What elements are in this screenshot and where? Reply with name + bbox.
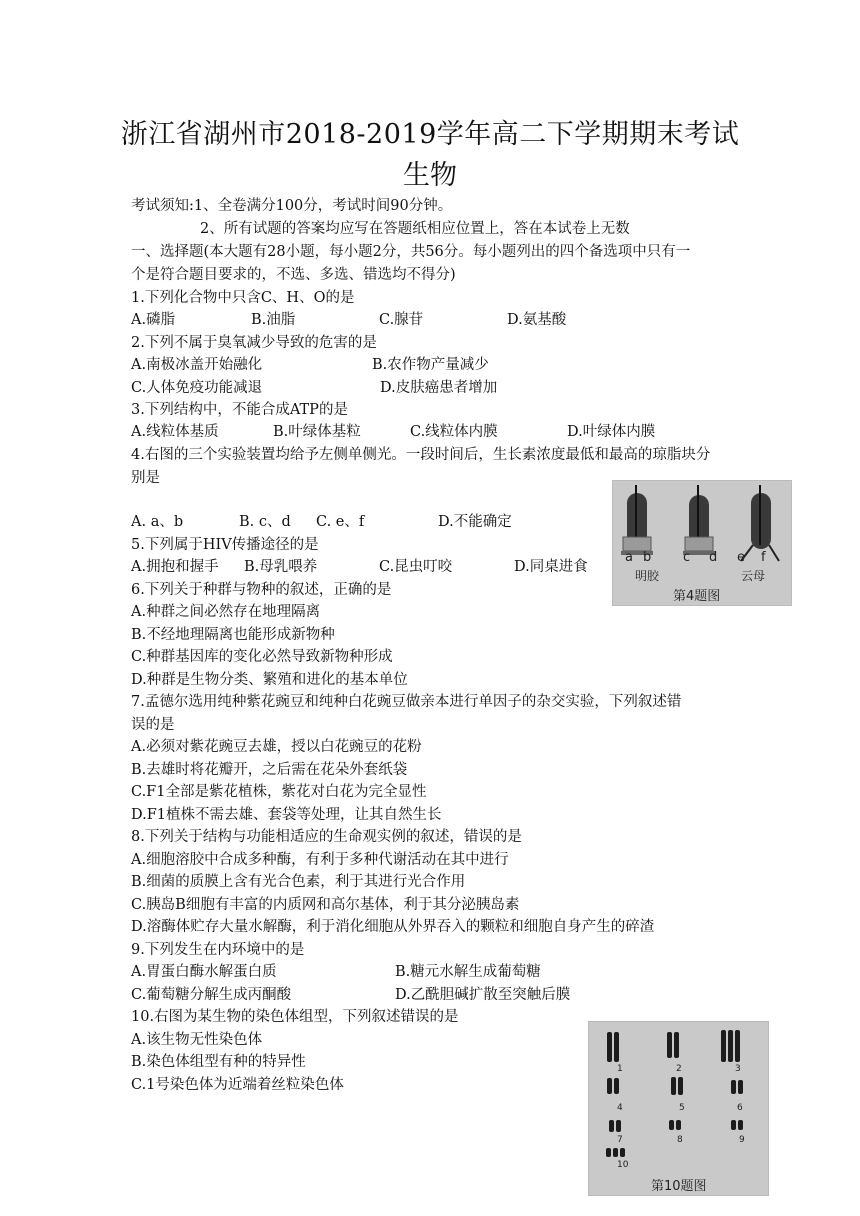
seedling-2 bbox=[683, 485, 715, 555]
q4-option-d: D.不能确定 bbox=[438, 514, 512, 530]
q8-option-a: A.细胞溶胶中合成多种酶，有利于多种代谢活动在其中进行 bbox=[131, 852, 509, 868]
q8-option-d: D.溶酶体贮存大量水解酶，利于消化细胞从外界吞入的颗粒和细胞自身产生的碎渣 bbox=[131, 919, 655, 935]
question-10-stem: 10.右图为某生物的染色体组型，下列叙述错误的是 bbox=[131, 1009, 459, 1025]
q3-option-d: D.叶绿体内膜 bbox=[567, 424, 656, 440]
q3-option-c: C.线粒体内膜 bbox=[410, 424, 498, 440]
seedling-3 bbox=[741, 485, 779, 561]
section-heading: 一、选择题(本大题有28小题，每小题2分，共56分。每小题列出的四个备选项中只有一 bbox=[131, 244, 691, 260]
q7-option-c: C.F1全部是紫花植株，紫花对白花为完全显性 bbox=[131, 784, 427, 800]
q8-option-b: B.细菌的质膜上含有光合色素，利于其进行光合作用 bbox=[131, 874, 466, 890]
chromosome-number-4: 4 bbox=[617, 1103, 623, 1113]
q9-option-c: C.葡萄糖分解生成丙酮酸 bbox=[131, 987, 292, 1003]
question-7-stem-cont: 误的是 bbox=[131, 717, 175, 733]
chromosome-number-1: 1 bbox=[617, 1064, 623, 1074]
figure-4-caption: 第4题图 bbox=[673, 589, 721, 604]
q10-option-a: A.该生物无性染色体 bbox=[131, 1032, 263, 1048]
question-5-stem: 5.下列属于HIV传播途径的是 bbox=[131, 537, 319, 553]
q2-option-d: D.皮肤癌患者增加 bbox=[380, 380, 498, 396]
q2-option-b: B.农作物产量减少 bbox=[372, 357, 489, 373]
q6-option-a: A.种群之间必然存在地理隔离 bbox=[131, 604, 321, 620]
exam-notice-2: 2、所有试题的答案均应写在答题纸相应位置上，答在本试卷上无数 bbox=[200, 221, 630, 237]
q1-option-d: D.氨基酸 bbox=[507, 312, 567, 328]
chromosome-number-7: 7 bbox=[617, 1135, 623, 1145]
q5-option-c: C.昆虫叮咬 bbox=[379, 559, 453, 575]
q7-option-a: A.必须对紫花豌豆去雄，授以白花豌豆的花粉 bbox=[131, 739, 422, 755]
q7-option-d: D.F1植株不需去雄、套袋等处理，让其自然生长 bbox=[131, 807, 442, 823]
label-f: f bbox=[761, 550, 766, 565]
question-1-stem: 1.下列化合物中只含C、H、O的是 bbox=[131, 290, 355, 306]
figure-4 bbox=[612, 480, 792, 606]
q5-option-a: A.拥抱和握手 bbox=[131, 559, 219, 575]
q2-option-a: A.南极冰盖开始融化 bbox=[131, 357, 263, 373]
label-c: c bbox=[683, 550, 691, 565]
q9-option-b: B.糖元水解生成葡萄糖 bbox=[395, 964, 541, 980]
q1-option-a: A.磷脂 bbox=[131, 312, 176, 328]
q10-option-c: C.1号染色体为近端着丝粒染色体 bbox=[131, 1077, 344, 1093]
q8-option-c: C.胰岛B细胞有丰富的内质网和高尔基体，利于其分泌胰岛素 bbox=[131, 897, 520, 913]
label-e: e bbox=[737, 550, 745, 565]
q7-option-b: B.去雄时将花瓣开，之后需在花朵外套纸袋 bbox=[131, 762, 408, 778]
question-3-stem: 3.下列结构中，不能合成ATP的是 bbox=[131, 402, 348, 418]
label-b: b bbox=[643, 550, 652, 565]
chromosome-number-9: 9 bbox=[739, 1135, 745, 1145]
q5-option-b: B.母乳喂养 bbox=[244, 559, 318, 575]
q6-option-b: B.不经地理隔离也能形成新物种 bbox=[131, 627, 335, 643]
question-6-stem: 6.下列关于种群与物种的叙述，正确的是 bbox=[131, 582, 392, 598]
q9-option-d: D.乙酰胆碱扩散至突触后膜 bbox=[395, 987, 571, 1003]
q4-option-a: A. a、b bbox=[131, 514, 184, 530]
seedling-1 bbox=[621, 485, 653, 555]
q6-option-d: D.种群是生物分类、繁殖和进化的基本单位 bbox=[131, 672, 408, 688]
question-4-stem-cont: 别是 bbox=[131, 470, 160, 486]
chromosome-number-10: 10 bbox=[617, 1160, 629, 1170]
chromosome-number-6: 6 bbox=[737, 1103, 743, 1113]
figure-10 bbox=[588, 1021, 769, 1196]
q1-option-c: C.腺苷 bbox=[379, 312, 424, 328]
q4-option-c: C. e、f bbox=[316, 514, 365, 530]
chromosome-number-2: 2 bbox=[676, 1064, 682, 1074]
label-d: d bbox=[709, 550, 718, 565]
section-heading-cont: 个是符合题目要求的，不选、多选、错选均不得分) bbox=[131, 267, 456, 283]
chromosome-number-3: 3 bbox=[735, 1064, 741, 1074]
q2-option-c: C.人体免疫功能减退 bbox=[131, 380, 263, 396]
label-a: a bbox=[625, 550, 633, 565]
q3-option-b: B.叶绿体基粒 bbox=[273, 424, 361, 440]
page-title: 浙江省湖州市2018-2019学年高二下学期期末考试 bbox=[120, 119, 740, 150]
q9-option-a: A.胃蛋白酶水解蛋白质 bbox=[131, 964, 277, 980]
question-8-stem: 8.下列关于结构与功能相适应的生命观实例的叙述，错误的是 bbox=[131, 829, 522, 845]
q10-option-b: B.染色体组型有种的特异性 bbox=[131, 1054, 306, 1070]
material-mica: 云母 bbox=[741, 569, 766, 583]
chromosome-number-5: 5 bbox=[679, 1103, 685, 1113]
q3-option-a: A.线粒体基质 bbox=[131, 424, 219, 440]
page-subtitle: 生物 bbox=[403, 160, 457, 191]
figure-10-caption: 第10题图 bbox=[651, 1179, 707, 1194]
question-4-stem: 4.右图的三个实验装置均给予左侧单侧光。一段时间后，生长素浓度最低和最高的琼脂块分 bbox=[131, 447, 711, 463]
chromosome-number-8: 8 bbox=[677, 1135, 683, 1145]
q5-option-d: D.同桌进食 bbox=[514, 559, 588, 575]
question-9-stem: 9.下列发生在内环境中的是 bbox=[131, 942, 305, 958]
question-7-stem: 7.孟德尔选用纯种紫花豌豆和纯种白花豌豆做亲本进行单因子的杂交实验，下列叙述错 bbox=[131, 694, 682, 710]
q4-option-b: B. c、d bbox=[239, 514, 291, 530]
q1-option-b: B.油脂 bbox=[251, 312, 296, 328]
material-gelatin: 明胶 bbox=[635, 569, 660, 583]
q6-option-c: C.种群基因库的变化必然导致新物种形成 bbox=[131, 649, 393, 665]
exam-notice-1: 考试须知:1、全卷满分100分，考试时间90分钟。 bbox=[131, 198, 453, 214]
question-2-stem: 2.下列不属于臭氧减少导致的危害的是 bbox=[131, 335, 377, 351]
